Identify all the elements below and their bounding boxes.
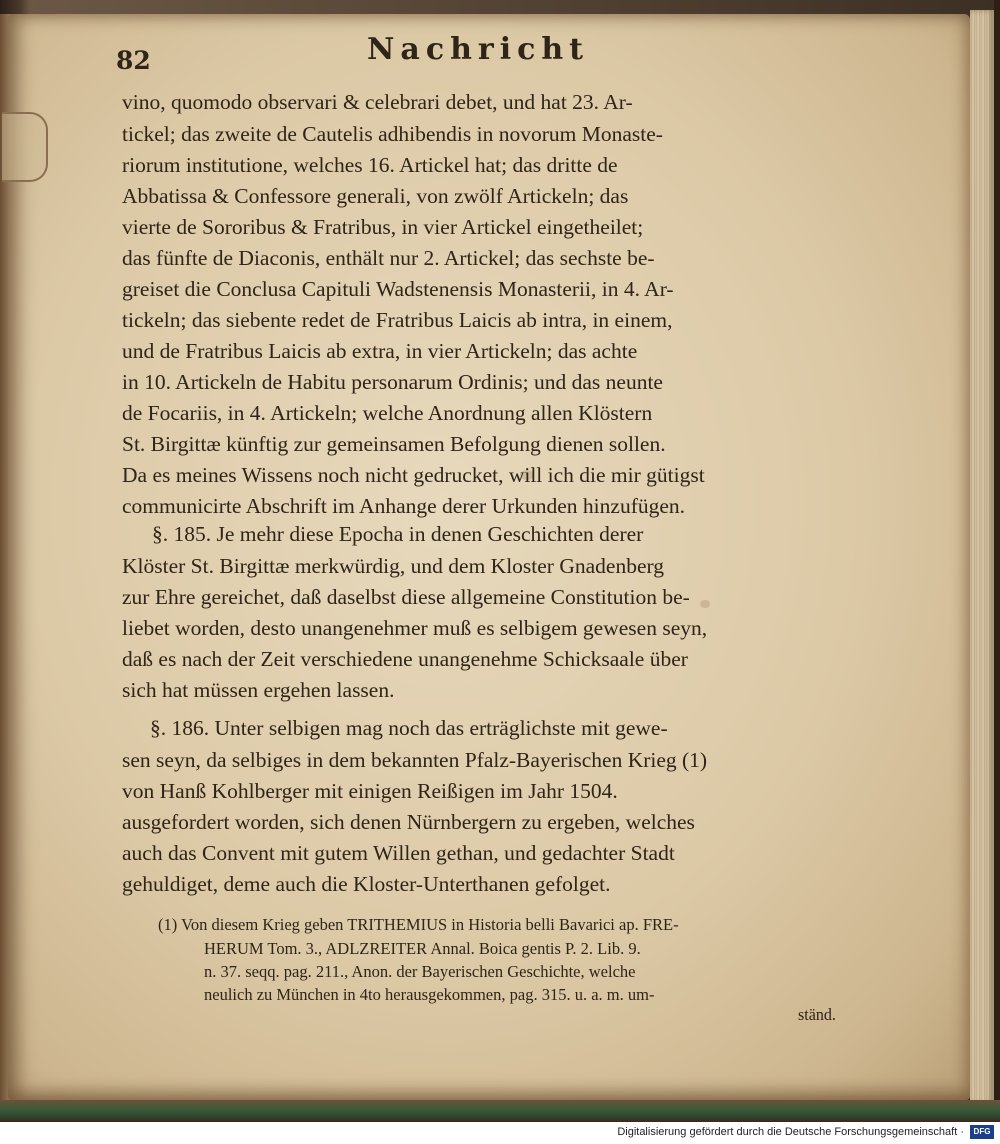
text-line: in 10. Artickeln de Habitu personarum Ordinis; und das neunte (122, 370, 663, 394)
text-line: tickeln; das siebente redet de Fratribus Laicis ab intra, in einem, (122, 308, 673, 332)
dfg-logo: DFG (970, 1125, 994, 1139)
text-line: auch das Convent mit gutem Willen gethan, und gedachter Stadt (122, 841, 675, 865)
text-line: von Hanß Kohlberger mit einigen Reißigen im Jahr 1504. (122, 779, 618, 803)
page-number: 82 (116, 46, 151, 75)
text-line: zur Ehre gereichet, daß daselbst diese allgemeine Constitution be- (122, 585, 690, 609)
text-line: und de Fratribus Laicis ab extra, in vier Artickeln; das achte (122, 339, 638, 363)
text-line: de Focariis, in 4. Artickeln; welche Anordnung allen Klöstern (122, 401, 653, 425)
footnote-line: ständ. (798, 1005, 836, 1024)
page-tab-marker (2, 112, 48, 182)
ink-stain (700, 600, 710, 608)
text-line: Da es meines Wissens noch nicht gedrucket, will ich die mir gütigst (122, 463, 705, 487)
dfg-credit-text: Digitalisierung gefördert durch die Deutsche Forschungsgemeinschaft · (617, 1126, 964, 1138)
text-line: Klöster St. Birgittæ merkwürdig, und dem Kloster Gnadenberg (122, 554, 665, 578)
text-line: liebet worden, desto unangenehmer muß es selbigem gewesen seyn, (122, 616, 708, 640)
text-line: ausgefordert worden, sich denen Nürnbergern zu ergeben, welches (122, 810, 695, 834)
text-line: riorum institutione, welches 16. Artickel hat; das dritte de (122, 153, 618, 177)
page-stack-edge (970, 10, 994, 1104)
text-line: St. Birgittæ künftig zur gemeinsamen Befolgung dienen sollen. (122, 432, 666, 456)
text-line: vino, quomodo observari & celebrari debet, und hat 23. Ar- (122, 90, 633, 114)
footnote-line: (1) Von diesem Krieg geben TRITHEMIUS in Historia belli Bavarici ap. FRE- (158, 915, 679, 934)
book-cover-edge (994, 0, 1000, 1144)
text-line: das fünfte de Diaconis, enthält nur 2. Artickel; das sechste be- (122, 246, 655, 270)
text-line: greiset die Conclusa Capituli Wadstenensis Monasterii, in 4. Ar- (122, 277, 674, 301)
text-line: sich hat müssen ergehen lassen. (122, 678, 395, 702)
text-line: communicirte Abschrift im Anhange derer Urkunden hinzufügen. (122, 494, 686, 518)
text-line: §. 185. Je mehr diese Epocha in denen Geschichten derer (152, 522, 644, 546)
digitization-footer (0, 1122, 1000, 1144)
text-line: sen seyn, da selbiges in dem bekannten Pfalz-Bayerischen Krieg (1) (122, 748, 708, 772)
footnote-line: n. 37. seqq. pag. 211., Anon. der Bayerischen Geschichte, welche (204, 962, 636, 981)
text-line: §. 186. Unter selbigen mag noch das erträglichste mit gewe- (150, 716, 668, 740)
text-line: Abbatissa & Confessore generali, von zwölf Artickeln; das (122, 184, 629, 208)
text-line: daß es nach der Zeit verschiedene unangenehme Schicksaale über (122, 647, 688, 671)
text-line: vierte de Sororibus & Fratribus, in vier Artickel eingetheilet; (122, 215, 644, 239)
text-line: gehuldiget, deme auch die Kloster-Unterthanen gefolget. (122, 872, 611, 896)
footnote-line: HERUM Tom. 3., ADLZREITER Annal. Boica gentis P. 2. Lib. 9. (204, 939, 641, 958)
running-head: Nachricht (366, 32, 590, 67)
footnote-line: neulich zu München in 4to herausgekommen, pag. 315. u. a. m. um- (204, 985, 655, 1004)
book-bottom-edge (0, 1100, 1000, 1122)
text-line: tickel; das zweite de Cautelis adhibendis in novorum Monaste- (122, 122, 663, 146)
